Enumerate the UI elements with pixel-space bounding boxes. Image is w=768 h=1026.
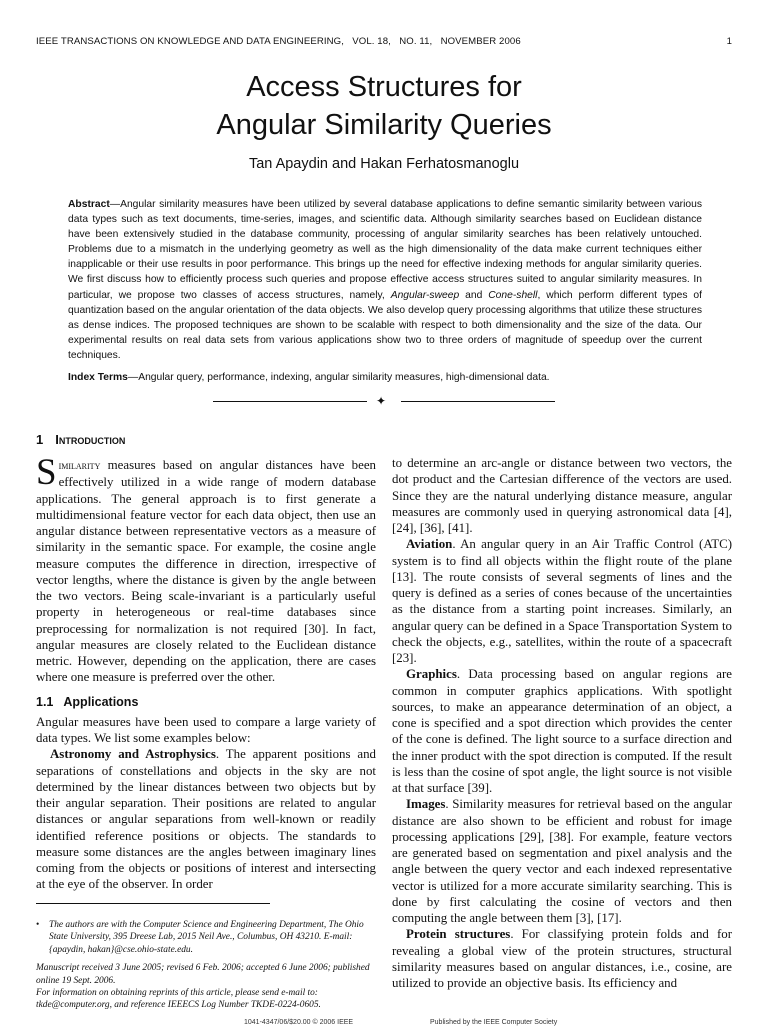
reprints-footnote: For information on obtaining reprints of this article, please send e-mail to: tkde@computer.org, and reference IEEECS Log Number TKDE-0224-0605.	[36, 988, 321, 1011]
running-header	[36, 36, 732, 50]
affiliation-footnote	[36, 919, 376, 956]
section-title: Introduction	[55, 432, 126, 447]
journal-header: IEEE TRANSACTIONS ON KNOWLEDGE AND DATA ENGINEERING, VOL. 18, NO. 11, NOVEMBER 2006	[36, 36, 521, 47]
abstract-text-1: —Angular similarity measures have been utilized by several database applications to define semantic similarity between various data types such as text documents, time-series, images, and scientific data. Although similarity searches based on Euclidean distance have been extensively studied in the database community, processing of angular similarity searches has been relatively untouched. Problems due to a mismatch in the underlying geometry as well as the high dimensionality of the data make current techniques either inapplicable or their use results in poor performance. This brings up the need for effective indexing methods for angular similarity queries. We first discuss how to efficiently process such queries and propose effective access structures suited to angular similarity measures. In particular, we propose two classes of access structures, namely,	[68, 199, 702, 301]
graphics-text: . Data processing based on angular regions are common in computer graphics applications. With spotlight sources, to make an appearance determination of an object, a cone is specified and a spot direction which provides the center of the cone is defined. The light source to a surface direction and the inner product with the spot direction is computed. If the result is less than the cosine of spot angle, the light source is not visible at that surface [39].	[392, 667, 732, 795]
aviation-paragraph	[392, 536, 732, 666]
title-line-2: Angular Similarity Queries	[216, 109, 552, 141]
index-terms	[68, 372, 702, 383]
divider-rule-right	[401, 401, 555, 402]
astronomy-label: Astronomy and Astrophysics	[50, 747, 216, 762]
images-paragraph	[392, 796, 732, 926]
section-heading	[36, 432, 376, 448]
footnotes	[36, 919, 376, 1012]
left-column	[36, 432, 376, 893]
images-text: . Similarity measures for retrieval based on the angular distance are also shown to be efficient and robust for image processing applications [29], [38]. For example, feature vectors are generated based on segmentation and pixel analysis and the angle between the query vector and each indexed representative vector is utilized for a more accurate similarity searching. This is done by first calculating the cosine of vectors and then computing the angle between them [3], [17].	[392, 797, 732, 925]
astronomy-paragraph	[36, 746, 376, 892]
index-terms-text: —Angular query, performance, indexing, angular similarity measures, high-dimensional data.	[127, 372, 550, 383]
manuscript-footnote: Manuscript received 3 June 2005; revised 6 Feb. 2006; accepted 6 June 2006; published online 19 Sept. 2006.	[36, 963, 370, 986]
abstract-term-1: Angular-sweep	[390, 289, 460, 301]
bullet-icon: •	[36, 920, 40, 930]
lead-word: imilarity	[58, 460, 101, 472]
protein-paragraph	[392, 926, 732, 991]
section-number: 1	[36, 432, 44, 447]
abstract-label: Abstract	[68, 199, 110, 210]
divider-ornament-icon: ✦	[376, 394, 387, 408]
section-divider	[213, 395, 555, 409]
index-terms-label: Index Terms	[68, 372, 128, 383]
title-line-1: Access Structures for	[246, 71, 522, 103]
intro-text: measures based on angular distances have been effectively utilized in a wide range of modern database applications. The general approach is to first generate a multidimensional feature vector for each data object, then use an angular distance between representative vectors as a measure of similarity in the semantic space. For example, the cosine angle measure computes the difference in direction, irrespective of vector lengths, where the distance is given by the angle between the two vectors. Being scale-invariant is a particularly useful property in heterogeneous or real-time databases since preprocessing for normalization is not required [30]. In fact, angular measures are closely related to the Euclidean distance metric. However, depending on the application, there are cases where one measure is preferred over the other.	[36, 458, 376, 685]
graphics-label: Graphics	[406, 667, 457, 682]
right-column	[392, 455, 732, 991]
copyright-line: 1041-4347/06/$20.00 © 2006 IEEE	[244, 1019, 354, 1026]
abstract	[68, 197, 702, 363]
images-label: Images	[406, 797, 446, 812]
astronomy-continued: to determine an arc-angle or distance between two vectors, the dot product and the Cartesian difference of the vectors are used. Since they are the natural underlying distance measure, angular measures are commonly used in querying astronomical data [4], [24], [36], [41].	[392, 456, 732, 535]
protein-text: . For classifying protein folds and for revealing a global view of the protein structures, structural similarity measures based on angular distances, i.e., cosine, are utilized to provide an objective basis. Its efficiency and	[392, 927, 732, 990]
aviation-label: Aviation	[406, 537, 453, 552]
intro-paragraph	[36, 452, 376, 686]
abstract-text-2: , which perform different types of quantization based on the angular orientation of the data objects. We also develop query processing algorithms that utilize these structures as dense indices. The proposed techniques are shown to be scalable with respect to both dimensionality and the size of the data. Our experimental results on real data sets from various applications show two to three orders of magnitude of speedup over the current techniques.	[68, 289, 702, 361]
subsection-number: 1.1	[36, 694, 54, 709]
paper-title	[0, 68, 768, 144]
abstract-and: and	[459, 289, 489, 301]
divider-rule-left	[213, 401, 367, 402]
footnote-rule	[36, 903, 270, 904]
publisher-line: Published by the IEEE Computer Society	[430, 1019, 558, 1026]
aviation-text: . An angular query in an Air Traffic Control (ATC) system is to find all objects within the flight route of the plane [13]. The route consists of several segments of lines and the query is defined as a series of cones because of the uncertainties as the distance from a starting point increases. Similarly, an angular query can be defined in a Space Transportation System to check the objects, e.g., satellites, within the route of a spacecraft [23].	[392, 537, 732, 665]
authors: Tan Apaydin and Hakan Ferhatosmanoglu	[248, 156, 520, 172]
page-number: 1	[726, 36, 732, 47]
astronomy-text: . The apparent positions and separations of constellations and objects in the sky are not determined by the linear distances between two objects but by their angular separation. Their positions are related to angular distances or angular separations from well-known or readily identified reference positions or objects. The standards to measure some distances are the angles between imaginary lines coming from the objects or positions of interest and intersecting at the eye of the observer. In order	[36, 747, 376, 892]
subsection-heading	[36, 694, 376, 710]
affiliation-text: The authors are with the Computer Science and Engineering Department, The Ohio State University, 395 Dreese Lab, 2015 Neil Ave., Columbus, OH 43210. E-mail: {apaydin, hakan}@cse.ohio-state.edu.	[49, 920, 364, 955]
protein-label: Protein structures	[406, 927, 511, 942]
subsection-title: Applications	[63, 694, 139, 709]
applications-paragraph: Angular measures have been used to compare a large variety of data types. We list some examples below:	[36, 714, 376, 745]
drop-cap: S	[36, 452, 57, 493]
graphics-paragraph	[392, 666, 732, 796]
abstract-term-2: Cone-shell	[488, 289, 538, 301]
